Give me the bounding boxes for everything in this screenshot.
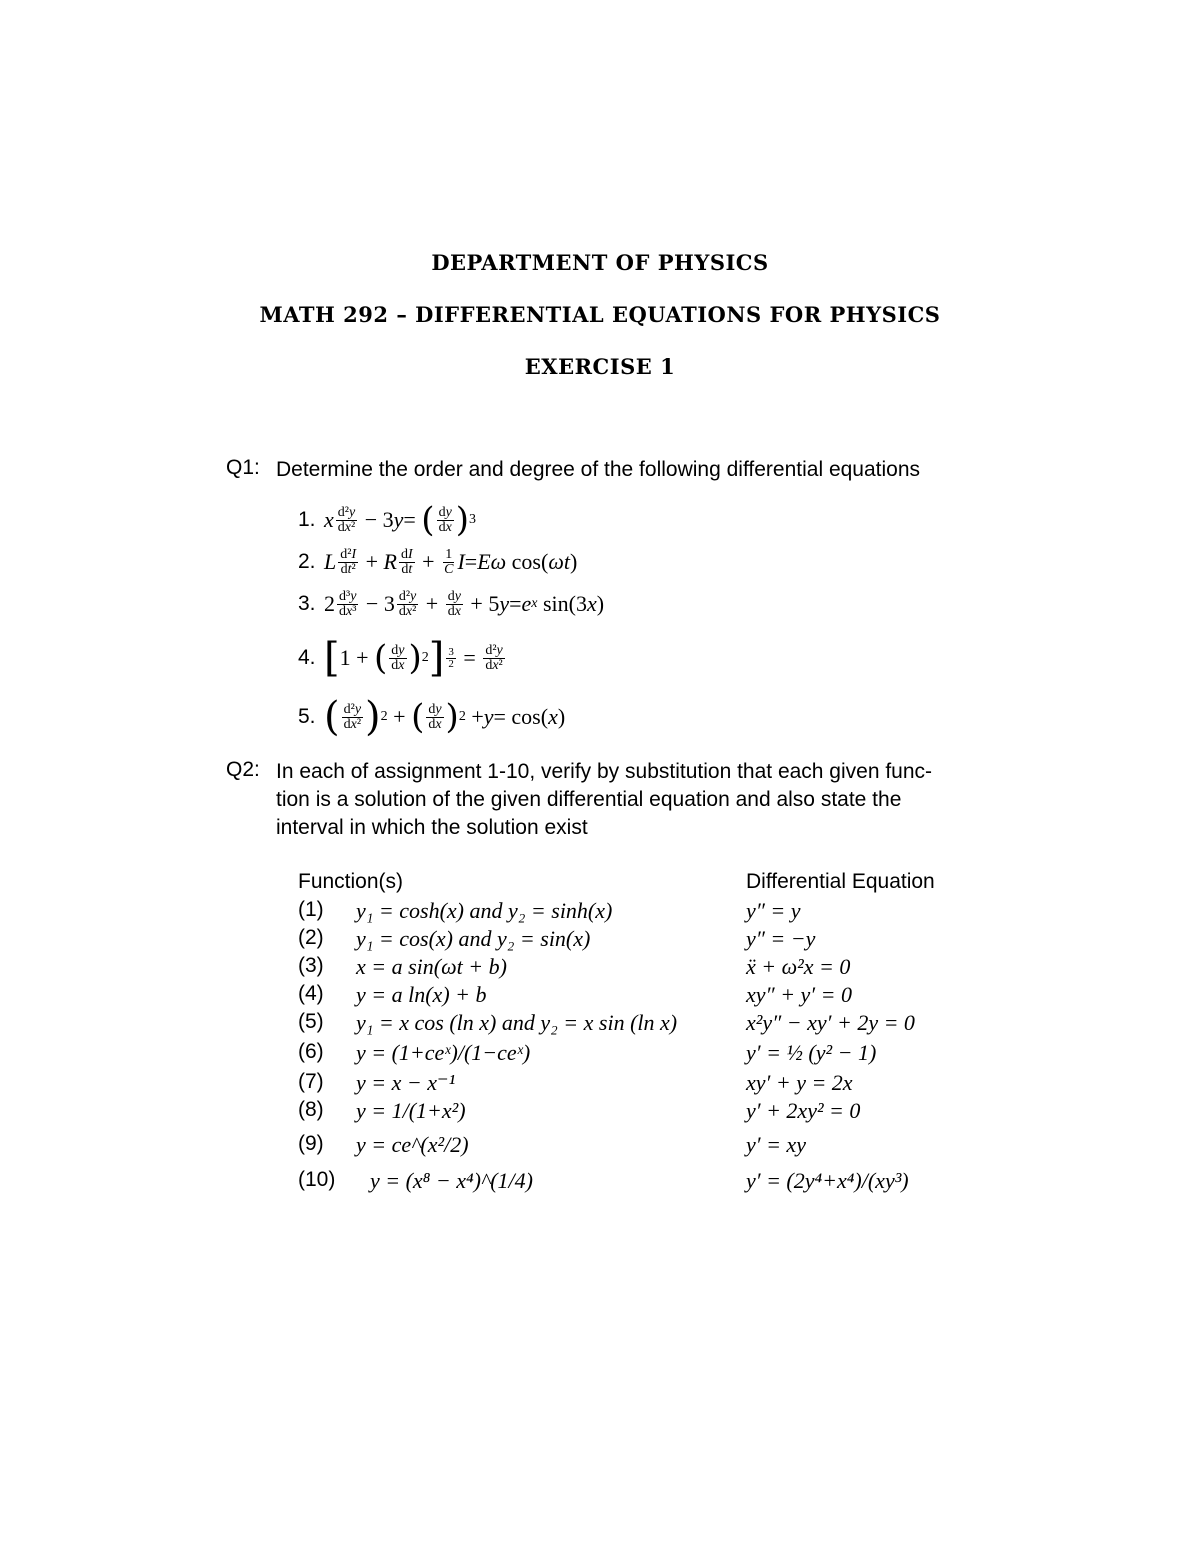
row-number: (8) (298, 1098, 324, 1121)
table-row (0, 898, 1200, 928)
equation-cell: y′ = xy (746, 1132, 806, 1157)
row-number: (2) (298, 926, 324, 949)
q2-text-line-3: interval in which the solution exist (276, 816, 588, 839)
table-row (0, 982, 1200, 1012)
equation-cell: xy′ + y = 2x (746, 1070, 853, 1095)
function-cell: y₁ = x cos (ln x) and y₂ = x sin (ln x) (356, 1010, 678, 1035)
column-header-function: Function(s) (298, 870, 404, 893)
table-row (0, 1132, 1200, 1162)
row-number: (7) (298, 1070, 324, 1093)
equation-cell: ẍ + ω²x = 0 (746, 954, 851, 979)
function-cell: y₁ = cos(x) and y₂ = sin(x) (356, 926, 591, 951)
q1-equation-1 (298, 500, 476, 540)
row-number: (1) (298, 898, 324, 921)
q2-label: Q2: (226, 758, 260, 781)
q1-equation-5 (298, 692, 565, 742)
column-header-equation: Differential Equation (746, 870, 935, 893)
course-title: MATH 292 – DIFFERENTIAL EQUATIONS FOR PHYSICS (259, 302, 941, 327)
function-cell: y₁ = cosh(x) and y₂ = sinh(x) (356, 898, 613, 923)
table-row (0, 1098, 1200, 1128)
exercise-title: EXERCISE 1 (524, 354, 676, 379)
row-number: (9) (298, 1132, 324, 1155)
function-cell: x = a sin(ωt + b) (356, 954, 507, 979)
equation-cell: x²y″ − xy′ + 2y = 0 (746, 1010, 915, 1035)
row-number: (6) (298, 1040, 324, 1063)
table-row (0, 1010, 1200, 1040)
equation-number: 5. (298, 705, 316, 728)
row-number: (3) (298, 954, 324, 977)
function-cell: y = 1/(1+x²) (356, 1098, 466, 1123)
math-expression: ( $\frac{\text{d²y}}{\text{dx²}}$ ) 2 + ( $\frac{dy}{dx}$ ) 2 + y = cos( x ) (324, 694, 566, 740)
function-cell: y = a ln(x) + b (356, 982, 487, 1007)
function-cell: y = ce^(x²/2) (356, 1132, 469, 1157)
table-row (0, 1070, 1200, 1100)
equation-cell: y′ + 2xy² = 0 (746, 1098, 861, 1123)
equation-cell: y″ = y (746, 898, 801, 923)
table-row (0, 926, 1200, 956)
department-title: DEPARTMENT OF PHYSICS (431, 250, 769, 275)
equation-cell: y′ = (2y⁴+x⁴)/(xy³) (746, 1168, 909, 1193)
function-cell: y = x − x⁻¹ (356, 1070, 456, 1095)
table-row (0, 1168, 1200, 1198)
q1-equation-4 (298, 634, 507, 682)
row-number: (5) (298, 1010, 324, 1033)
equation-number: 2. (298, 550, 316, 573)
q1-label: Q1: (226, 456, 260, 479)
math-expression: 2 $\frac{\text{d³y}}{\text{dx³}}$ − 3 $\frac{\text{d²y}}{\text{dx²}}$ + $\frac{dy}{dx}$ + 5 y = e x sin(3 x ) (324, 588, 605, 619)
equation-number: 4. (298, 646, 316, 669)
table-row (0, 1040, 1200, 1070)
function-cell: y = (x⁸ − x⁴)^(1/4) (370, 1168, 533, 1193)
equation-cell: xy″ + y′ = 0 (746, 982, 852, 1007)
q1-text: Determine the order and degree of the following differential equations (276, 458, 921, 481)
q2-text-line-2: tion is a solution of the given differential equation and also state the (276, 788, 902, 811)
row-number: (10) (298, 1168, 336, 1191)
math-expression: L $\frac{\text{d²I}}{\text{dt²}}$ + R $\frac{dI}{dt}$ + $\frac{1}{C}$ I = Eω cos( ωt ) (324, 546, 578, 577)
math-expression: x $\frac{\text{d²y}}{\text{dx²}}$ − 3 y = ( $\frac{dy}{dx}$ ) 3 (324, 500, 477, 540)
row-number: (4) (298, 982, 324, 1005)
math-expression: [ 1 + ( $\frac{dy}{dx}$ ) 2 ] $\frac{3}{2}$ = $\frac{\text{d²y}}{\text{dx²}}$ (324, 635, 503, 681)
equation-number: 3. (298, 592, 316, 615)
equation-cell: y′ = ½ (y² − 1) (746, 1040, 877, 1065)
table-row (0, 954, 1200, 984)
q1-equation-3 (298, 584, 604, 624)
q1-equation-2 (298, 542, 577, 582)
function-cell: y = (1+ceˣ)/(1−ceˣ) (356, 1040, 531, 1065)
q2-text-line-1: In each of assignment 1-10, verify by substitution that each given func- (276, 760, 933, 783)
equation-cell: y″ = −y (746, 926, 816, 951)
equation-number: 1. (298, 508, 316, 531)
